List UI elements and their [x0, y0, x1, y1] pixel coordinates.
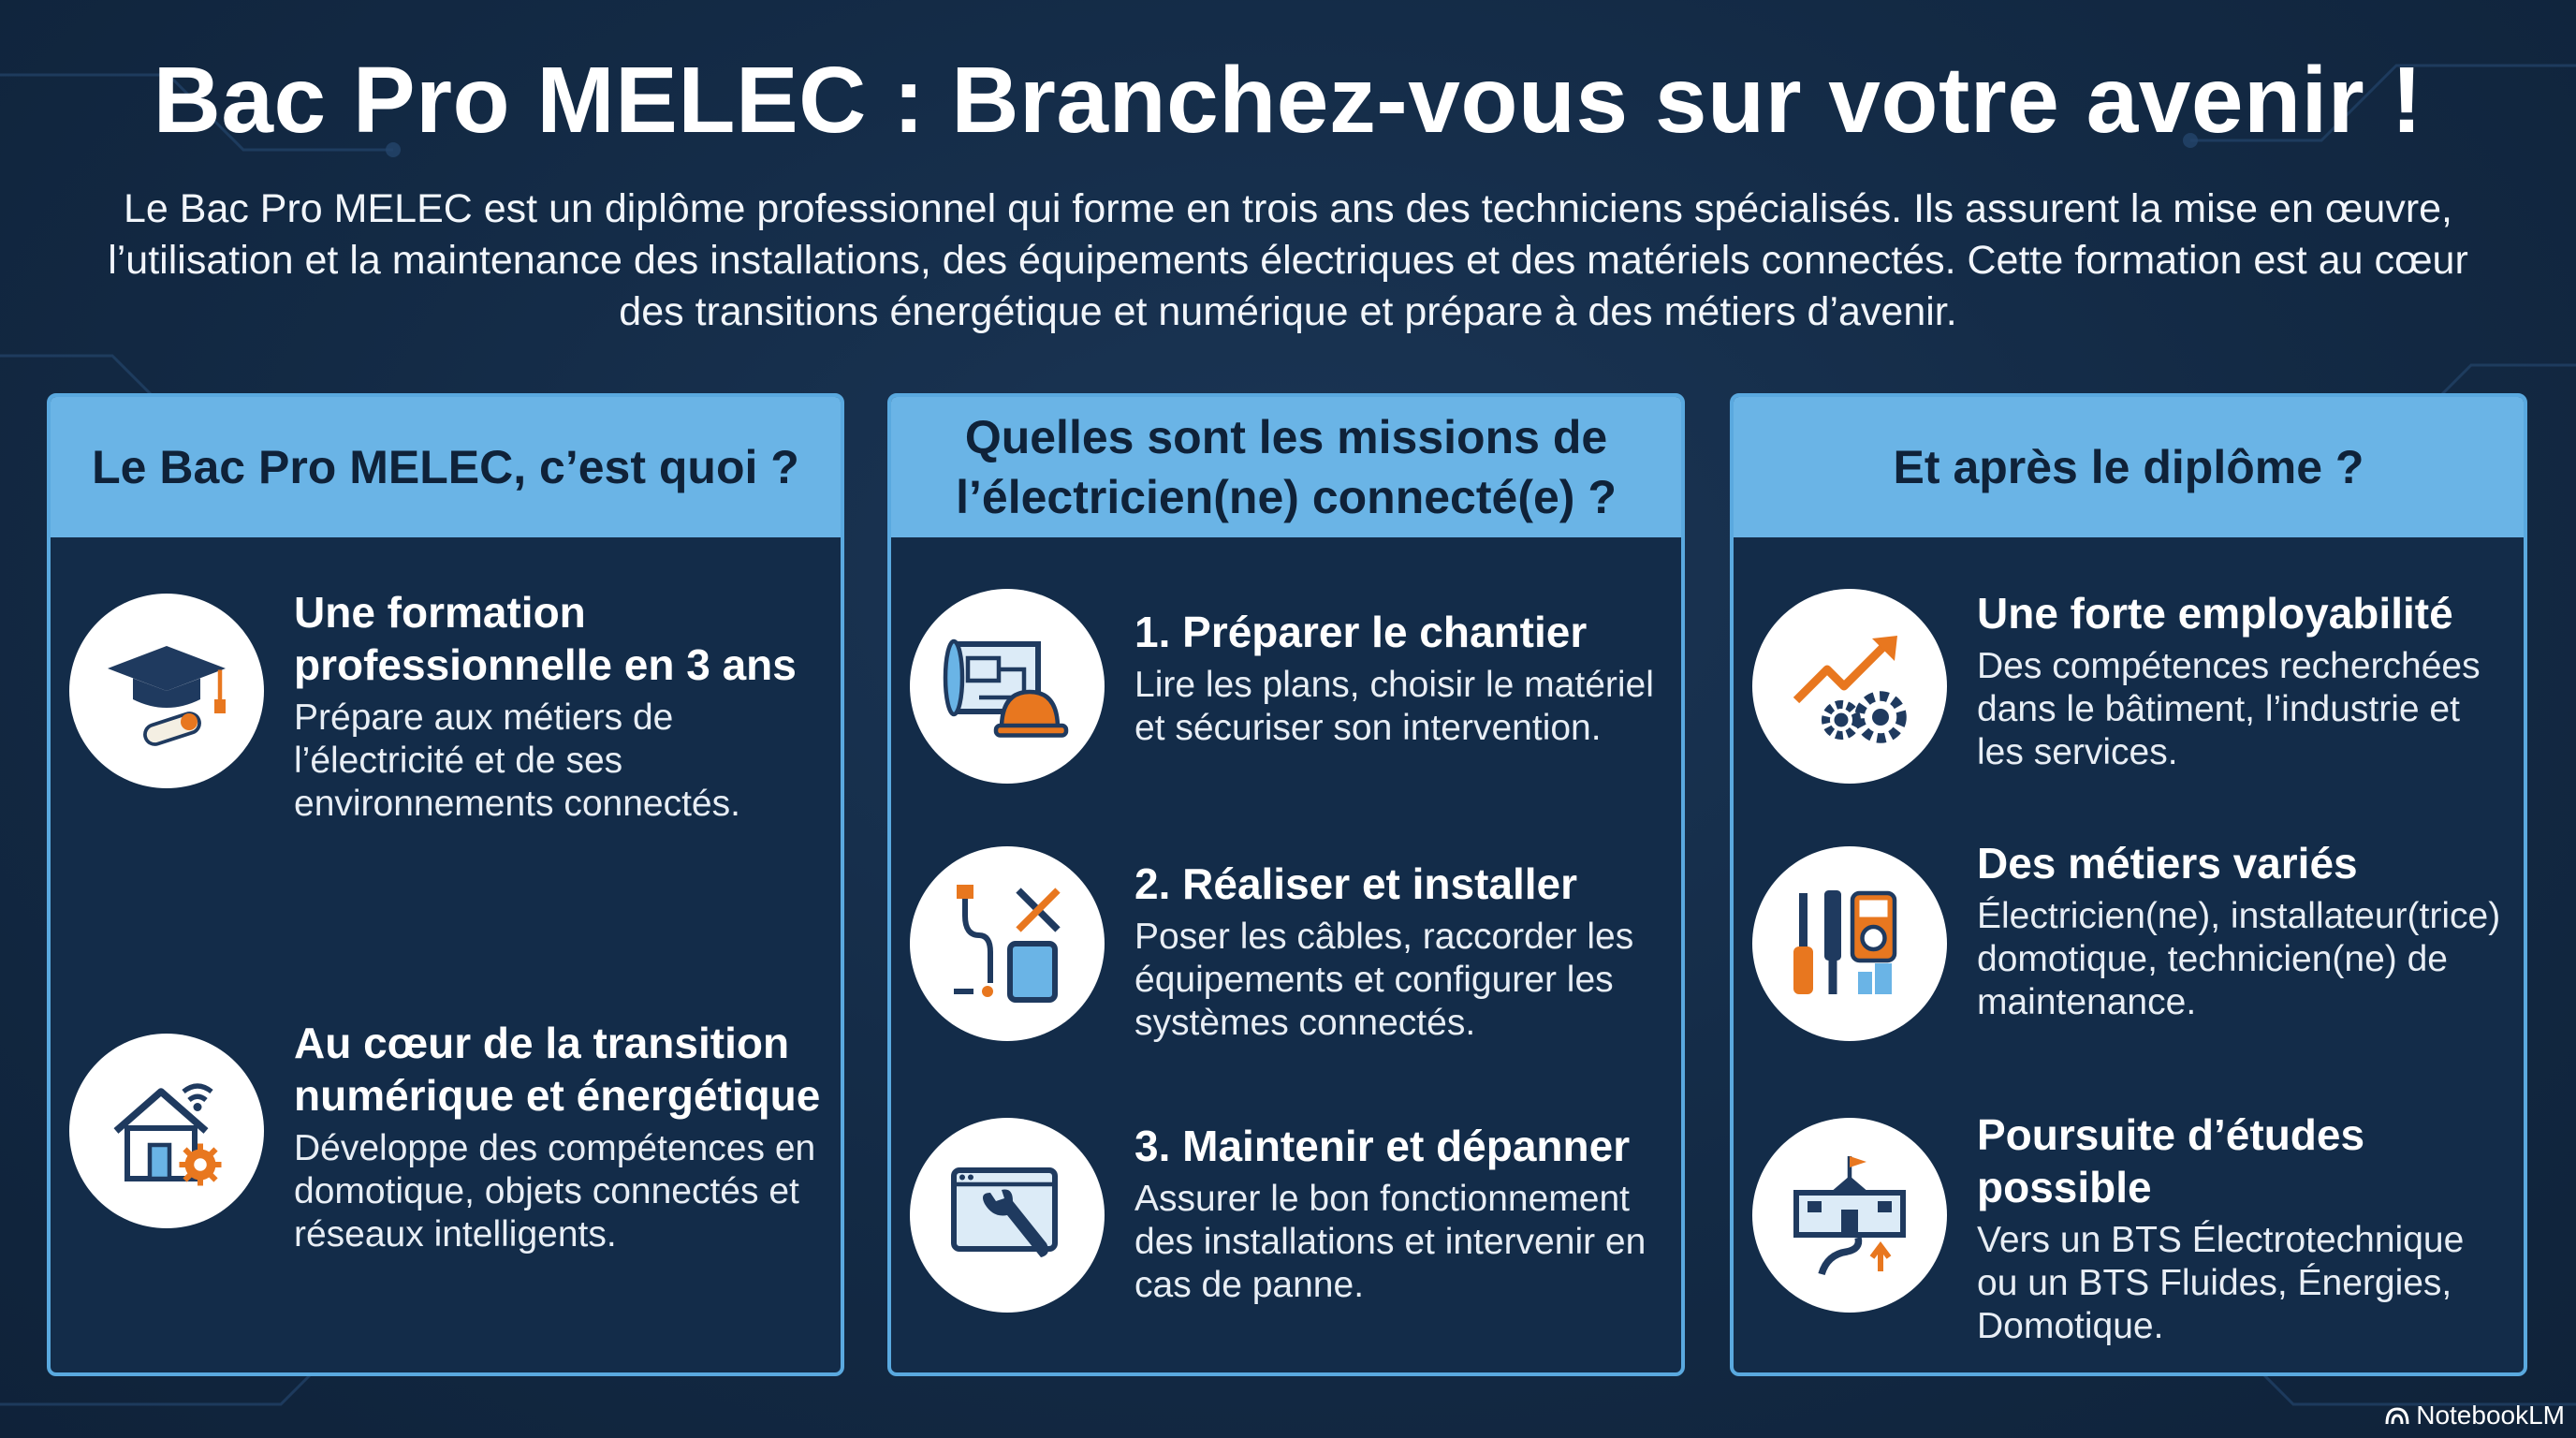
column-missions	[887, 393, 1685, 1376]
item-title: 3. Maintenir et dépanner	[1134, 1122, 1631, 1170]
item-description: Développe des compétences en domotique, objets connectés et réseaux intelligents.	[294, 1128, 816, 1255]
column-heading: Quelles sont les missions de l’électricien(ne) connecté(e) ?	[891, 397, 1681, 537]
tools-tablet-icon	[910, 846, 1105, 1041]
blueprint-helmet-icon	[910, 589, 1105, 784]
intro-paragraph: Le Bac Pro MELEC est un diplôme professionnel qui forme en trois ans des techniciens spécialisés. Ils assurent la mise en œuvre, l’utilisation et la maintenance des installations, des équipements électriques et des matériels connectés. Cette formation est au cœur des transitions énergétique et numérique et prépare à des métiers d’avenir.	[108, 186, 2468, 334]
item-title: 2. Réaliser et installer	[1134, 859, 1578, 908]
item-description: Des compétences recherchées dans le bâtiment, l’industrie et les services.	[1977, 646, 2481, 772]
page-title: Bac Pro MELEC : Branchez-vous sur votre avenir !	[153, 48, 2423, 153]
item-description: Prépare aux métiers de l’électricité et de ses environnements connectés.	[294, 697, 740, 824]
column-what-is	[47, 393, 844, 1376]
column-heading: Le Bac Pro MELEC, c’est quoi ?	[51, 397, 841, 537]
notebooklm-logo-icon	[2384, 1405, 2410, 1426]
column-heading: Et après le diplôme ?	[1734, 397, 2524, 537]
tools-multimeter-icon	[1752, 846, 1947, 1041]
brand-watermark	[2384, 1401, 2565, 1431]
item-description: Assurer le bon fonctionnement des installations et intervenir en cas de panne.	[1134, 1179, 1647, 1305]
growth-gears-icon	[1752, 589, 1947, 784]
item-title: 1. Préparer le chantier	[1134, 608, 1588, 656]
item-title: Une forte employabilité	[1977, 589, 2453, 638]
item-description: Vers un BTS Électrotechnique ou un BTS Fluides, Énergies, Domotique.	[1977, 1220, 2465, 1346]
item-title: Des métiers variés	[1977, 839, 2358, 888]
screen-wrench-icon	[910, 1118, 1105, 1313]
item-title: Poursuite d’études possible	[1977, 1110, 2365, 1211]
item-title: Une formation professionnelle en 3 ans	[294, 588, 797, 689]
item-description: Lire les plans, choisir le matériel et sécuriser son intervention.	[1134, 665, 1654, 748]
smart-home-icon	[69, 1034, 264, 1228]
item-description: Poser les câbles, raccorder les équipements et configurer les systèmes connectés.	[1134, 917, 1634, 1043]
item-description: Électricien(ne), installateur(trice) domotique, technicien(ne) de maintenance.	[1977, 896, 2501, 1022]
brand-label: NotebookLM	[2416, 1401, 2565, 1430]
school-path-icon	[1752, 1118, 1947, 1313]
graduation-cap-icon	[69, 594, 264, 788]
item-title: Au cœur de la transition numérique et énergétique	[294, 1019, 821, 1120]
column-after-diploma	[1730, 393, 2527, 1376]
